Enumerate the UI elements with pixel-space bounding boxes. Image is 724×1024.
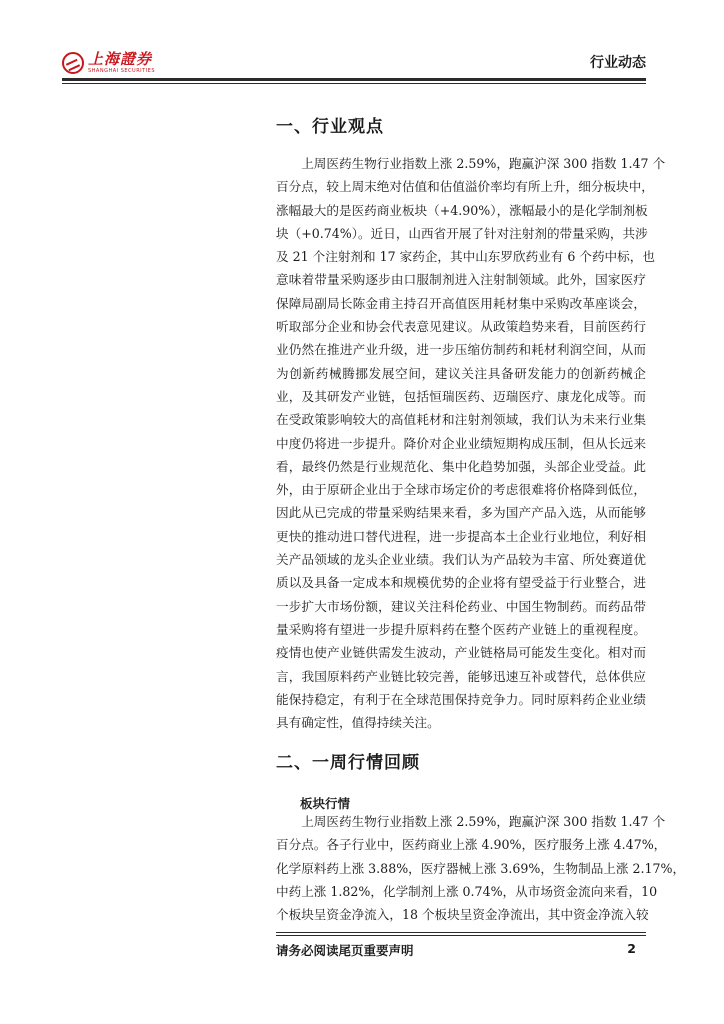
paragraph-line: 在受政策影响较大的高值耗材和注射剂领域，我们认为未来行业集 xyxy=(276,412,646,428)
header-divider xyxy=(62,78,646,81)
paragraph-line: 百分点，较上周末绝对估值和估值溢价率均有所上升，细分板块中， xyxy=(276,179,654,195)
paragraph-line: 个板块呈资金净流入，18 个板块呈资金净流出，其中资金净流入较 xyxy=(276,907,649,923)
section-title-weekly-review: 二、一周行情回顾 xyxy=(276,753,420,773)
paragraph-line: 中度仍将进一步提升。降价对企业业绩短期构成压制，但从长远来 xyxy=(276,435,646,451)
logo-emblem-icon xyxy=(62,52,84,74)
footer-disclaimer: 请务必阅读尾页重要声明 xyxy=(276,943,414,958)
paragraph-line: 为创新药械腾挪发展空间，建议关注具备研发能力的创新药械企 xyxy=(276,365,646,381)
paragraph-line: 上周医药生物行业指数上涨 2.59%，跑赢沪深 300 指数 1.47 个 xyxy=(276,814,666,829)
section-title-industry-view: 一、行业观点 xyxy=(276,117,384,137)
paragraph-line: 意味着带量采购逐步由口服制剂进入注射制领域。此外，国家医疗 xyxy=(276,272,646,288)
paragraph-line: 看，最终仍然是行业规范化、集中化趋势加强，头部企业受益。此 xyxy=(276,458,646,474)
paragraph-line: 保障局副局长陈金甫主持召开高值医用耗材集中采购改革座谈会， xyxy=(276,295,646,311)
logo-english-name: SHANGHAI SECURITIES xyxy=(88,68,156,74)
paragraph-line: 业，及其研发产业链，包括恒瑞医药、迈瑞医疗、康龙化成等。而 xyxy=(276,388,646,404)
paragraph-line: 因此从已完成的带量采购结果来看，多为国产产品入选，从而能够 xyxy=(276,505,646,521)
paragraph-line: 关产品领域的龙头企业业绩。我们认为产品较为丰富、所处赛道优 xyxy=(276,552,646,568)
paragraph-line: 具有确定性，值得持续关注。 xyxy=(276,715,440,731)
footer-divider xyxy=(276,932,646,933)
industry-view-paragraph xyxy=(276,152,666,734)
paragraph-line: 量采购将有望进一步提升原料药在整个医药产业链上的重视程度。 xyxy=(276,621,646,637)
weekly-review-paragraph xyxy=(276,810,686,926)
paragraph-line: 及 21 个注射剂和 17 家药企，其中山东罗欣药业有 6 个药中标，也 xyxy=(276,249,655,265)
paragraph-line: 百分点。各子行业中，医药商业上涨 4.90%，医疗服务上涨 4.47%， xyxy=(276,837,667,853)
logo-chinese-name: 上海證券 xyxy=(88,50,153,68)
document-type-label: 行业动态 xyxy=(590,55,646,71)
paragraph-line: 化学原料药上涨 3.88%，医疗器械上涨 3.69%，生物制品上涨 2.17%， xyxy=(276,860,686,876)
paragraph-line: 能保持稳定，有利于在全球范围保持竞争力。同时原料药企业业绩 xyxy=(276,691,646,707)
header-divider-thin xyxy=(62,83,646,84)
paragraph-line: 涨幅最大的是医药商业板块（+4.90%），涨幅最小的是化学制剂板 xyxy=(276,202,648,218)
paragraph-line: 上周医药生物行业指数上涨 2.59%，跑赢沪深 300 指数 1.47 个 xyxy=(276,156,666,171)
paragraph-line: 质以及具备一定成本和规模优势的企业将有望受益于行业整合，进 xyxy=(276,575,646,591)
page-number: 2 xyxy=(627,941,636,956)
paragraph-line: 中药上涨 1.82%，化学制剂上涨 0.74%，从市场资金流向来看，10 xyxy=(276,883,658,899)
company-logo xyxy=(62,50,155,76)
paragraph-line: 业仍然在推进产业升级，进一步压缩仿制药和耗材利润空间，从而 xyxy=(276,342,646,358)
paragraph-line: 一步扩大市场份额，建议关注科伦药业、中国生物制药。而药品带 xyxy=(276,598,646,614)
paragraph-line: 更快的推动进口替代进程，进一步提高本土企业行业地位，利好相 xyxy=(276,528,646,544)
footer-divider-thin xyxy=(276,935,646,936)
subsection-title-sector-performance: 板块行情 xyxy=(300,796,351,811)
paragraph-line: 疫情也使产业链供需发生波动，产业链格局可能发生变化。相对而 xyxy=(276,645,646,661)
paragraph-line: 外，由于原研企业出于全球市场定价的考虑很难将价格降到低位， xyxy=(276,482,646,498)
paragraph-line: 块（+0.74%）。近日，山西省开展了针对注射剂的带量采购，共涉 xyxy=(276,225,648,241)
logo-text xyxy=(88,52,155,74)
paragraph-line: 言，我国原料药产业链比较完善，能够迅速互补或替代，总体供应 xyxy=(276,668,646,684)
paragraph-line: 听取部分企业和协会代表意见建议。从政策趋势来看，目前医药行 xyxy=(276,319,646,335)
